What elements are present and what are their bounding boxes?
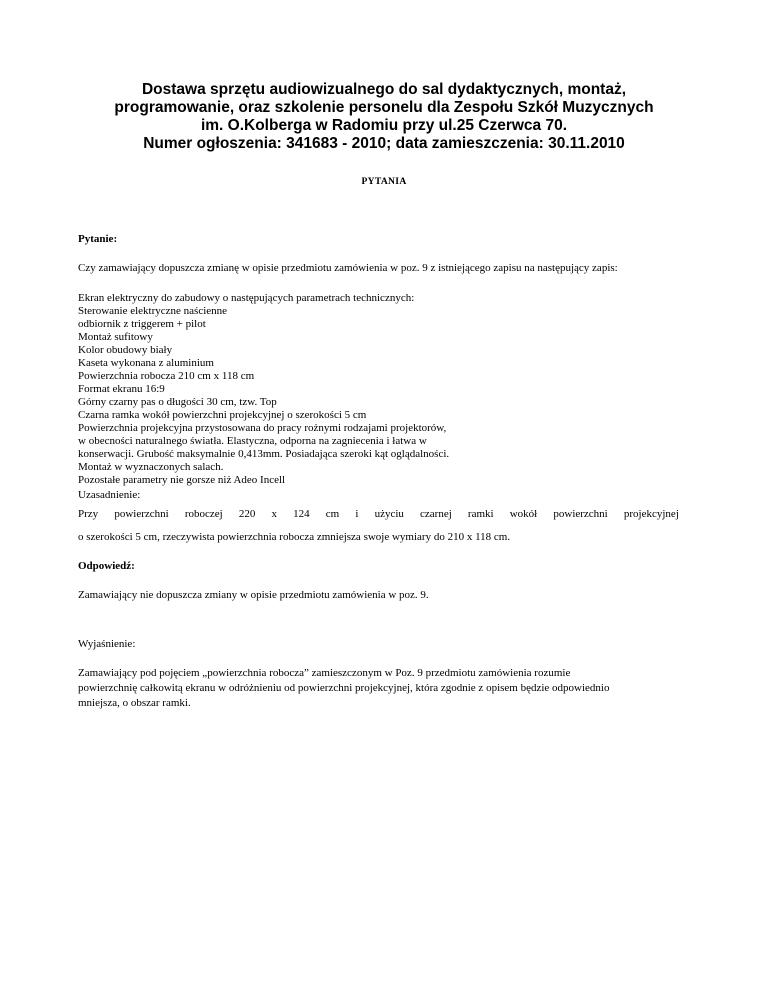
explanation-text [78, 666, 610, 711]
spec-line: Format ekranu 16:9 [78, 383, 165, 395]
spec-line: Kaseta wykonana z aluminium [78, 357, 214, 369]
title-line: Dostawa sprzętu audiowizualnego do sal dydaktycznych, montaż, [141, 81, 627, 98]
justification-line-1 [78, 508, 679, 521]
title-line: im. O.Kolberga w Radomiu przy ul.25 Czerwca 70. [200, 117, 568, 134]
spec-line: Ekran elektryczny do zabudowy o następujących parametrach technicznych: [78, 292, 415, 304]
justification-word: powierzchni [553, 508, 608, 520]
spec-line: w obecności naturalnego światła. Elastyczna, odporna na zagniecenia i łatwa w [78, 435, 427, 447]
justification-word: użyciu [374, 508, 404, 520]
section-subtitle: PYTANIA [361, 176, 407, 187]
title-line: Numer ogłoszenia: 341683 - 2010; data zamieszczenia: 30.11.2010 [143, 135, 625, 152]
spec-line: Pozostałe parametry nie gorsze niż Adeo Incell [78, 474, 286, 486]
justification-word: wokół [509, 508, 538, 520]
spec-line: Montaż sufitowy [78, 331, 153, 343]
question-text: Czy zamawiający dopuszcza zmianę w opisie przedmiotu zamówienia w poz. 9 z istniejącego zapisu na następujący zapis: [78, 262, 618, 274]
question-heading: Pytanie: [78, 233, 118, 245]
spec-line: Powierzchnia projekcyjna przystosowana do pracy rożnymi rodzajami projektorów, [78, 422, 447, 434]
justification-word: roboczej [184, 508, 223, 520]
document-title [84, 81, 684, 153]
justification-word: powierzchni [114, 508, 169, 520]
justification-heading: Uzasadnienie: [78, 489, 141, 501]
explanation-line: powierzchnię całkowitą ekranu w odróżnieniu od powierzchni projekcyjnej, która zgodnie z opisem będzie odpowiednio [78, 682, 610, 694]
justification-word: 124 [293, 508, 310, 520]
spec-line: Montaż w wyznaczonych salach. [78, 461, 224, 473]
spec-line: odbiornik z triggerem + pilot [78, 318, 206, 330]
explanation-line: mniejsza, o obszar ramki. [78, 697, 191, 709]
justification-word: projekcyjnej [623, 508, 679, 520]
spec-line: Powierzchnia robocza 210 cm x 118 cm [78, 370, 255, 382]
title-line: programowanie, oraz szkolenie personelu dla Zespołu Szkół Muzycznych [114, 99, 654, 116]
explanation-heading: Wyjaśnienie: [78, 638, 136, 650]
spec-line: Czarna ramka wokół powierzchni projekcyjnej o szerokości 5 cm [78, 409, 367, 421]
explanation-line: Zamawiający pod pojęciem „powierzchnia robocza” zamieszczonym w Poz. 9 przedmiotu zamówienia rozumie [78, 667, 571, 679]
justification-word: czarnej [420, 508, 452, 520]
answer-heading: Odpowiedź: [78, 560, 135, 572]
justification-word: Przy [78, 508, 99, 520]
justification-word: cm [325, 508, 340, 520]
justification-word: x [271, 508, 277, 520]
spec-line: Kolor obudowy biały [78, 344, 173, 356]
justification-word: ramki [467, 508, 494, 520]
specification-list [78, 292, 449, 487]
justification-word: 220 [238, 508, 256, 520]
spec-line: Górny czarny pas o długości 30 cm, tzw. Top [78, 396, 277, 408]
spec-line: Sterowanie elektryczne naścienne [78, 305, 228, 317]
justification-word: i [355, 508, 359, 520]
spec-line: konserwacji. Grubość maksymalnie 0,413mm. Posiadająca szeroki kąt oglądalności. [78, 448, 450, 460]
answer-text: Zamawiający nie dopuszcza zmiany w opisie przedmiotu zamówienia w poz. 9. [78, 589, 429, 601]
justification-line-2: o szerokości 5 cm, rzeczywista powierzchnia robocza zmniejsza swoje wymiary do 210 x 118 cm. [78, 531, 511, 543]
